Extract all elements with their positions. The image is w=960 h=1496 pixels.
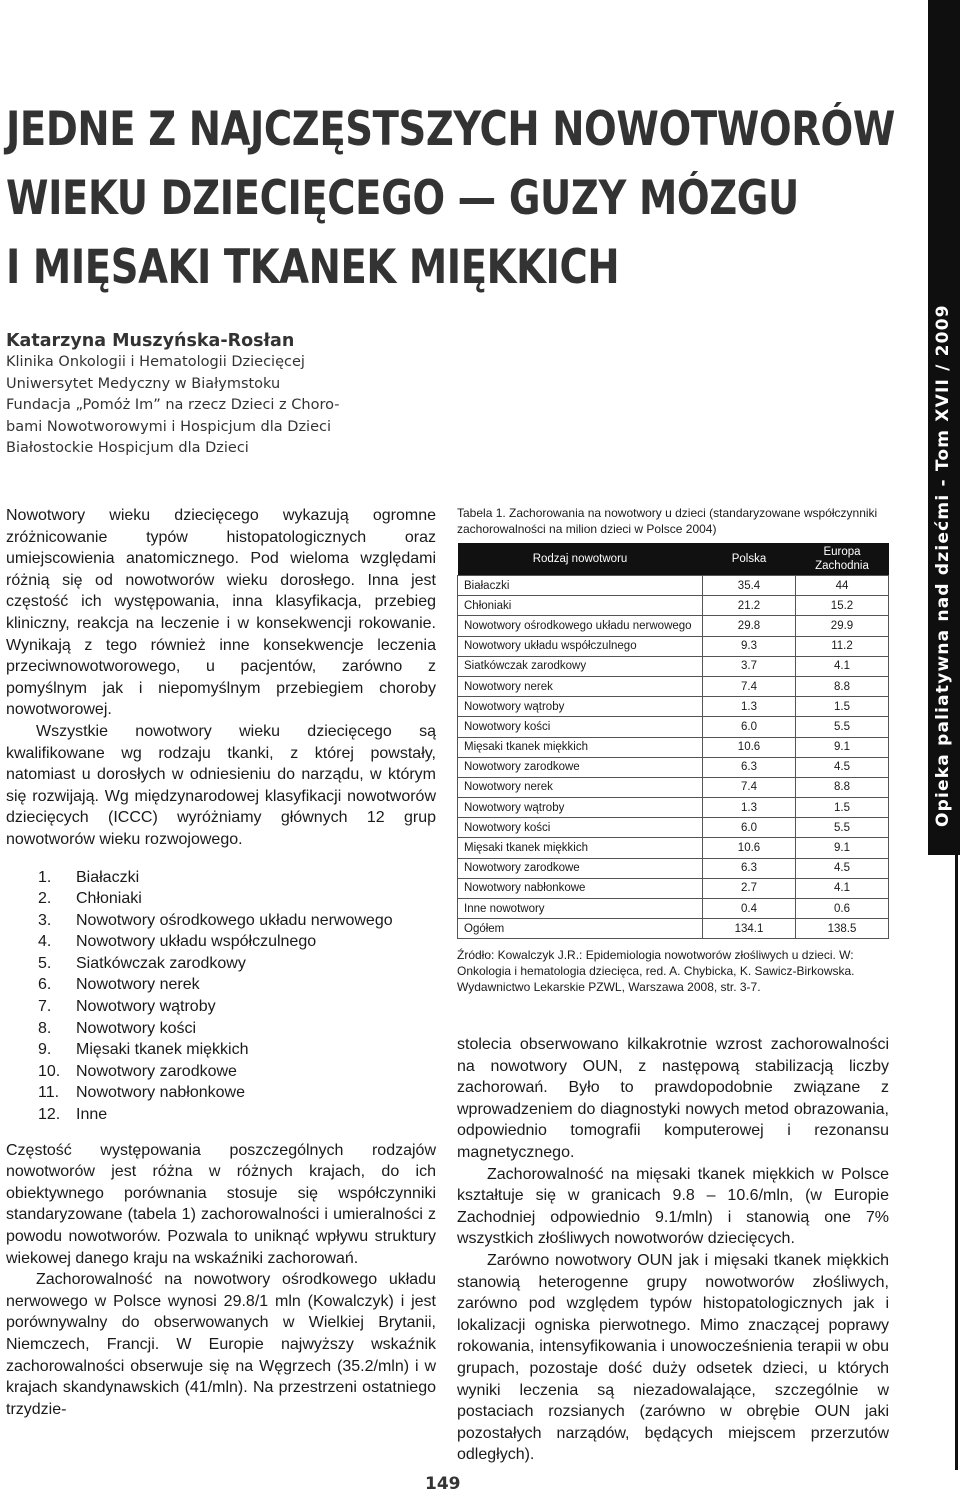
list-item xyxy=(6,1082,436,1104)
affiliation-line: Białostockie Hospicjum dla Dzieci xyxy=(6,440,249,456)
poland-value-cell: 7.4 xyxy=(703,676,796,696)
affiliation-line: Fundacja „Pomóż Im” na rzecz Dzieci z Choro- xyxy=(6,397,340,413)
header-cell: Rodzaj nowotworu xyxy=(458,543,703,576)
left-column xyxy=(6,505,436,1420)
poland-value-cell: 1.3 xyxy=(703,798,796,818)
incidence-table xyxy=(457,543,889,939)
affiliation-line: Uniwersytet Medyczny w Białymstoku xyxy=(6,375,281,392)
table-row xyxy=(458,919,889,939)
poland-value-cell: 7.4 xyxy=(703,777,796,797)
tumor-type-cell: Mięsaki tkanek miękkich xyxy=(458,737,703,757)
tumor-type-cell: Nowotwory zarodkowe xyxy=(458,757,703,777)
tumor-type-cell: Chłoniaki xyxy=(458,596,703,616)
affiliation-line: Klinika Onkologii i Hematologii Dziecięcej xyxy=(6,354,305,370)
table-body xyxy=(458,576,889,939)
list-number: 2. xyxy=(38,890,52,908)
list-number: 12. xyxy=(38,1106,61,1124)
western-europe-value-cell: 4.5 xyxy=(796,858,889,878)
table-row xyxy=(458,818,889,838)
western-europe-value-cell: 4.5 xyxy=(796,757,889,777)
tumor-type-cell: Nowotwory kości xyxy=(458,818,703,838)
tumor-type-cell: Białaczki xyxy=(458,576,703,596)
list-text: Nowotwory ośrodkowego układu nerwowego xyxy=(76,911,393,929)
poland-value-cell: 3.7 xyxy=(703,656,796,676)
list-item xyxy=(6,931,436,953)
poland-value-cell: 10.6 xyxy=(703,737,796,757)
table-row xyxy=(458,596,889,616)
poland-value-cell: 6.3 xyxy=(703,757,796,777)
tumor-type-cell: Ogółem xyxy=(458,919,703,939)
body-paragraph: Nowotwory wieku dziecięcego wykazują ogromne zróżnicowanie typów histopatologicznych oraz umiejscowienia anatomicznego. Pod wieloma względami różnią się od nowotworów wieku dorosłego. Inna jest częstość ich występowania, inna klasyfikacja, przebieg kliniczny, reakcja na leczenie i w konsekwencji rokowanie. Wynikają z tego również inne konsekwencje leczenia przeciwnowotworowego, u pacjentów, zarówno z pomyślnym jak i niepomyślnym przebiegiem choroby nowotworowej. xyxy=(6,507,436,719)
western-europe-value-cell: 138.5 xyxy=(796,919,889,939)
table-row xyxy=(458,676,889,696)
tumor-type-cell: Inne nowotwory xyxy=(458,899,703,919)
western-europe-value-cell: 11.2 xyxy=(796,636,889,656)
body-paragraph: Wszystkie nowotwory wieku dziecięcego są kwalifikowane wg rodzaju tkanki, z której powstały, natomiast u dorosłych w odniesieniu do narządu, w którym się rozwijają. Wg międzynarodowej klasyfikacji nowotworów dziecięcych (ICCC) wyróżniamy głównych 12 grup nowotworów wieku rozwojowego. xyxy=(6,722,436,848)
tumor-type-cell: Nowotwory kości xyxy=(458,717,703,737)
list-number: 8. xyxy=(38,1019,52,1037)
poland-value-cell: 9.3 xyxy=(703,636,796,656)
table-row xyxy=(458,697,889,717)
western-europe-value-cell: 0.6 xyxy=(796,899,889,919)
list-text: Nowotwory nerek xyxy=(76,976,200,994)
list-text: Nowotwory nabłonkowe xyxy=(76,1084,245,1102)
table-source: Źródło: Kowalczyk J.R.: Epidemiologia nowotworów złośliwych u dzieci. W: Onkologia i hematologia dziecięca, red. A. Chybicka, K. Sawicz-Birkowska. Wydawnictwo Lekarskie PZWL, Warszawa 2008, str. 3-7. xyxy=(457,948,855,995)
list-number: 10. xyxy=(38,1062,61,1080)
title-line: WIEKU DZIECIĘCEGO — GUZY MÓZGU xyxy=(6,171,799,226)
page-number: 149 xyxy=(425,1474,461,1494)
page-edge-rule xyxy=(955,855,958,1470)
affiliation-line: bami Nowotworowymi i Hospicjum dla Dzieci xyxy=(6,418,332,435)
poland-value-cell: 1.3 xyxy=(703,697,796,717)
poland-value-cell: 10.6 xyxy=(703,838,796,858)
list-number: 5. xyxy=(38,954,52,972)
tumor-type-cell: Nowotwory ośrodkowego układu nerwowego xyxy=(458,616,703,636)
western-europe-value-cell: 4.1 xyxy=(796,656,889,676)
list-item xyxy=(6,888,436,910)
western-europe-value-cell: 9.1 xyxy=(796,838,889,858)
list-number: 4. xyxy=(38,933,52,951)
title-line: JEDNE Z NAJCZĘSTSZYCH NOWOTWORÓW xyxy=(6,102,895,157)
poland-value-cell: 6.3 xyxy=(703,858,796,878)
journal-sidebar: Opieka paliatywna nad dziećmi - Tom XVII / 2009 xyxy=(928,0,960,855)
list-item xyxy=(6,1018,436,1040)
table-row xyxy=(458,737,889,757)
list-text: Nowotwory kości xyxy=(76,1019,197,1037)
poland-value-cell: 2.7 xyxy=(703,878,796,898)
western-europe-value-cell: 9.1 xyxy=(796,737,889,757)
list-number: 6. xyxy=(38,976,52,994)
poland-value-cell: 6.0 xyxy=(703,717,796,737)
western-europe-value-cell: 4.1 xyxy=(796,878,889,898)
list-number: 9. xyxy=(38,1041,52,1059)
body-paragraph: Zachorowalność na nowotwory ośrodkowego układu nerwowego w Polsce wynosi 29.8/1 mln (Kowalczyk) i jest porównywalny do obserwowanych w Wielkiej Brytanii, Niemczech, Francji. W Europie najwyższy wskaźnik zachorowalności obserwuje się na Węgrzech (35.2/mln) i w krajach skandynawskich (41/mln). Na przestrzeni ostatniego trzydzie- xyxy=(6,1271,436,1418)
list-item xyxy=(6,1104,436,1126)
western-europe-value-cell: 1.5 xyxy=(796,697,889,717)
table-row xyxy=(458,798,889,818)
tumor-group-list xyxy=(6,867,436,1126)
list-item xyxy=(6,974,436,996)
tumor-type-cell: Nowotwory nabłonkowe xyxy=(458,878,703,898)
list-item xyxy=(6,953,436,975)
list-item xyxy=(6,867,436,889)
poland-value-cell: 134.1 xyxy=(703,919,796,939)
table-row xyxy=(458,717,889,737)
tumor-type-cell: Siatkówczak zarodkowy xyxy=(458,656,703,676)
author-block xyxy=(6,330,436,460)
table-row xyxy=(458,899,889,919)
right-column xyxy=(457,1034,889,1466)
list-item xyxy=(6,1061,436,1083)
body-paragraph: Zachorowalność na mięsaki tkanek miękkich w Polsce kształtuje się w granicach 9.8 – 10.6/mln, (w Europie Zachodniej odpowiednio 9.1/mln) i stanowią one 7% wszystkich złośliwych nowotworów dziecięcych. xyxy=(457,1165,889,1248)
list-item xyxy=(6,1039,436,1061)
table-row xyxy=(458,777,889,797)
body-paragraph: stolecia obserwowano kilkakrotnie wzrost zachorowalności na nowotwory OUN, z następową stabilizacją liczby zachorowań. Było to prawdopodobnie związane z wprowadzeniem do diagnostyki nowych metod obrazowania, odpowiednio tomografii komputerowej i rezonansu magnetycznego. xyxy=(457,1036,889,1161)
body-paragraph: Częstość występowania poszczególnych rodzajów nowotworów jest różna w różnych krajach, do ich obiektywnego porównania stosuje się współczynniki standaryzowane (tabela 1) zachorowalności i umieralności z powodu nowotworów. Pozwala to uniknąć wpływu struktury wiekowej danego kraju na wskaźniki zachorowań. xyxy=(6,1141,436,1267)
table-row xyxy=(458,838,889,858)
list-item xyxy=(6,996,436,1018)
list-item xyxy=(6,910,436,932)
poland-value-cell: 0.4 xyxy=(703,899,796,919)
western-europe-value-cell: 1.5 xyxy=(796,798,889,818)
table-caption: Tabela 1. Zachorowania na nowotwory u dzieci (standaryzowane współczynniki zachorowalności na milion dzieci w Polsce 2004) xyxy=(457,506,878,536)
poland-value-cell: 6.0 xyxy=(703,818,796,838)
list-text: Siatkówczak zarodkowy xyxy=(76,954,246,972)
poland-value-cell: 29.8 xyxy=(703,616,796,636)
table-row xyxy=(458,616,889,636)
list-text: Chłoniaki xyxy=(76,890,142,908)
title-line: I MIĘSAKI TKANEK MIĘKKICH xyxy=(6,240,620,295)
tumor-type-cell: Nowotwory wątroby xyxy=(458,798,703,818)
western-europe-value-cell: 5.5 xyxy=(796,818,889,838)
table-row xyxy=(458,576,889,596)
list-text: Nowotwory układu współczulnego xyxy=(76,933,317,951)
header-cell: Europa Zachodnia xyxy=(796,543,889,576)
list-number: 11. xyxy=(38,1084,60,1102)
list-text: Nowotwory wątroby xyxy=(76,998,216,1016)
western-europe-value-cell: 8.8 xyxy=(796,676,889,696)
tumor-type-cell: Nowotwory nerek xyxy=(458,777,703,797)
table-header-row xyxy=(458,543,889,576)
header-cell: Polska xyxy=(703,543,796,576)
table-row xyxy=(458,757,889,777)
list-number: 3. xyxy=(38,911,52,929)
list-text: Inne xyxy=(76,1106,108,1124)
tumor-type-cell: Nowotwory wątroby xyxy=(458,697,703,717)
poland-value-cell: 21.2 xyxy=(703,596,796,616)
body-paragraph: Zarówno nowotwory OUN jak i mięsaki tkanek miękkich stanowią heterogenne grupy nowotworów złośliwych, zarówno pod względem typów histopatologicznych jak i lokalizacji ogniska pierwotnego. Mimo znaczącej poprawy rokowania, intensyfikowania i unowocześnienia terapii w obu grupach, pozostaje dość duży odsetek dzieci, u których wyniki leczenia są niezadowalające, szczególnie w postaciach rozsianych (zarówno w obrębie OUN jaki pozostałych narządów, będących miejscem przerzutów odległych). xyxy=(457,1251,889,1464)
poland-value-cell: 35.4 xyxy=(703,576,796,596)
tumor-type-cell: Nowotwory układu współczulnego xyxy=(458,636,703,656)
western-europe-value-cell: 15.2 xyxy=(796,596,889,616)
tumor-type-cell: Nowotwory zarodkowe xyxy=(458,858,703,878)
western-europe-value-cell: 5.5 xyxy=(796,717,889,737)
table-row xyxy=(458,858,889,878)
western-europe-value-cell: 29.9 xyxy=(796,616,889,636)
western-europe-value-cell: 44 xyxy=(796,576,889,596)
tumor-type-cell: Nowotwory nerek xyxy=(458,676,703,696)
article-title xyxy=(6,95,906,302)
author-name: Katarzyna Muszyńska-Rosłan xyxy=(6,331,295,351)
table-section xyxy=(457,505,889,995)
table-row xyxy=(458,656,889,676)
list-number: 1. xyxy=(38,868,52,886)
list-text: Nowotwory zarodkowe xyxy=(76,1062,237,1080)
table-row xyxy=(458,878,889,898)
list-text: Białaczki xyxy=(76,868,140,886)
list-number: 7. xyxy=(38,998,52,1016)
tumor-type-cell: Mięsaki tkanek miękkich xyxy=(458,838,703,858)
western-europe-value-cell: 8.8 xyxy=(796,777,889,797)
table-row xyxy=(458,636,889,656)
list-text: Mięsaki tkanek miękkich xyxy=(76,1041,249,1059)
